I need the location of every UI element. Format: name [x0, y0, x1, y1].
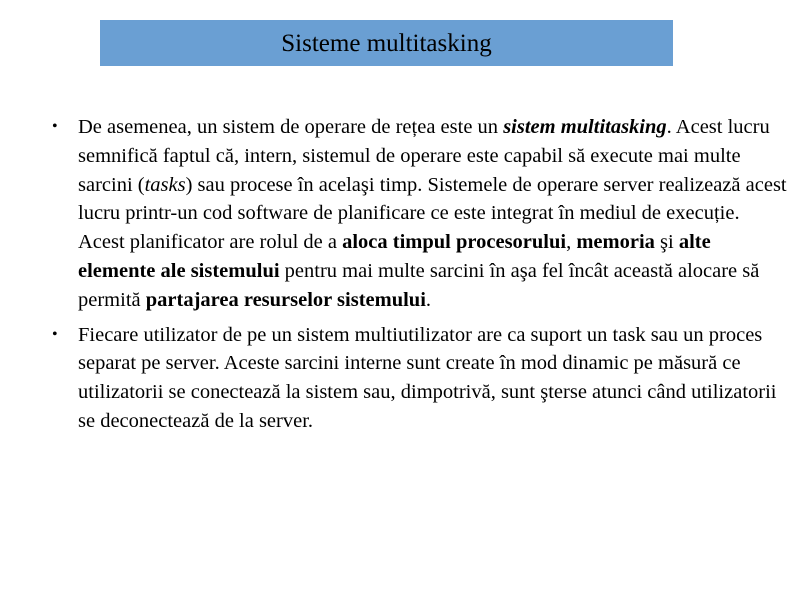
- text-segment-italic: tasks: [144, 173, 186, 196]
- text-segment: ,: [566, 231, 577, 254]
- text-segment-bold: partajarea resurselor sistemului: [145, 288, 426, 311]
- text-segment-bold: memoria: [576, 231, 655, 254]
- text-segment-bold: aloca timpul procesorului: [342, 231, 567, 254]
- slide-content: [50, 113, 790, 436]
- text-segment: Fiecare utilizator de pe un sistem multiutilizator are ca suport un task sau un proces separat pe server. Aceste sarcini interne sunt create în mod dinamic pe măsură ce utilizatorii se conectează la sistem sau, dimpotrivă, sunt şterse atunci când utilizatorii se deconectează de la server.: [78, 323, 777, 432]
- text-segment-bold: alte elemente ale sistemului: [78, 231, 711, 282]
- bullet-text-2: [78, 324, 776, 432]
- bullet-item-1: [50, 113, 790, 315]
- text-segment: . Acest lucru semnifică faptul că, intern, sistemul de operare este capabil să execute mai multe sarcini (: [78, 116, 770, 196]
- text-segment: .: [425, 288, 432, 311]
- bullet-dot-icon: •: [52, 325, 58, 343]
- text-segment-bold-italic: sistem multitasking: [503, 116, 667, 138]
- bullet-item-2: [50, 321, 790, 436]
- text-segment: ) sau procese în acelaşi timp. Sistemele de operare server realizează acest lucru printr-un cod software de planificare ce este integrat în mediul de execuție. Acest planificator are rolul de a: [78, 173, 787, 254]
- title-bar: [100, 20, 673, 66]
- bullet-dot-icon: •: [52, 118, 58, 135]
- bullet-text-1: [78, 116, 787, 311]
- text-segment: De asemenea, un sistem de operare de rețea este un: [78, 116, 504, 138]
- text-segment: pentru mai multe sarcini în aşa fel încât această alocare să permită: [78, 259, 760, 311]
- text-segment: şi: [654, 231, 679, 254]
- slide-title: Sisteme multitasking: [281, 29, 492, 57]
